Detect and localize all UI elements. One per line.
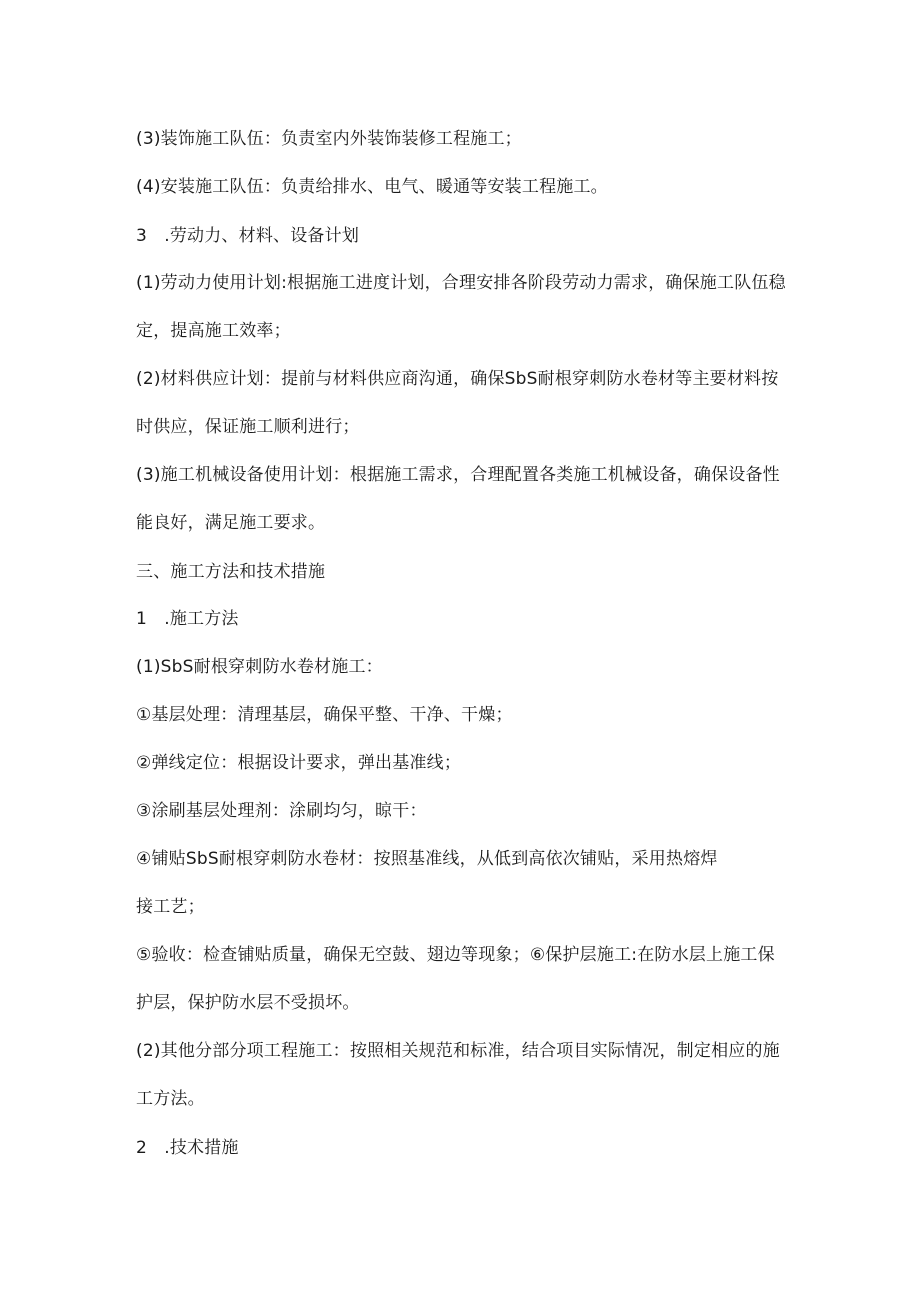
text-line: 护层，保护防水层不受损坏。	[136, 993, 360, 1013]
text-line: (1)SbS耐根穿刺防水卷材施工：	[136, 657, 383, 677]
text-line: 定，提高施工效率；	[136, 321, 291, 341]
text-line: ③涂刷基层处理剂：涂刷均匀，晾干：	[136, 801, 427, 821]
text-line: 时供应，保证施工顺利进行；	[136, 417, 360, 437]
text-line: ⑤验收：检查铺贴质量，确保无空鼓、翅边等现象；⑥保护层施工:在防水层上施工保	[136, 945, 775, 965]
section-heading: 1 .施工方法	[136, 609, 239, 629]
text-line: 能良好，满足施工要求。	[136, 513, 326, 533]
text-line: 工方法。	[136, 1089, 205, 1109]
text-line: (3)装饰施工队伍：负责室内外装饰装修工程施工；	[136, 129, 522, 149]
text-line: ①基层处理：清理基层，确保平整、干净、干燥；	[136, 705, 513, 725]
text-line: (2)材料供应计划：提前与材料供应商沟通，确保SbS耐根穿刺防水卷材等主要材料按	[136, 369, 779, 389]
section-heading: 2 .技术措施	[136, 1138, 239, 1158]
text-line: ②弹线定位：根据设计要求，弹出基准线；	[136, 753, 462, 773]
text-line: 接工艺；	[136, 897, 205, 917]
text-line: ④铺贴SbS耐根穿刺防水卷材：按照基准线，从低到高依次铺贴，采用热熔焊	[136, 849, 718, 869]
text-line: (3)施工机械设备使用计划：根据施工需求，合理配置各类施工机械设备，确保设备性	[136, 465, 780, 485]
text-line: (4)安装施工队伍：负责给排水、电气、暖通等安装工程施工。	[136, 177, 608, 197]
text-line: (2)其他分部分项工程施工：按照相关规范和标准，结合项目实际情况，制定相应的施	[136, 1041, 780, 1061]
text-line: (1)劳动力使用计划:根据施工进度计划，合理安排各阶段劳动力需求，确保施工队伍稳	[136, 273, 786, 293]
chapter-heading: 三、施工方法和技术措施	[136, 562, 326, 582]
section-heading: 3 .劳动力、材料、设备计划	[136, 226, 360, 246]
